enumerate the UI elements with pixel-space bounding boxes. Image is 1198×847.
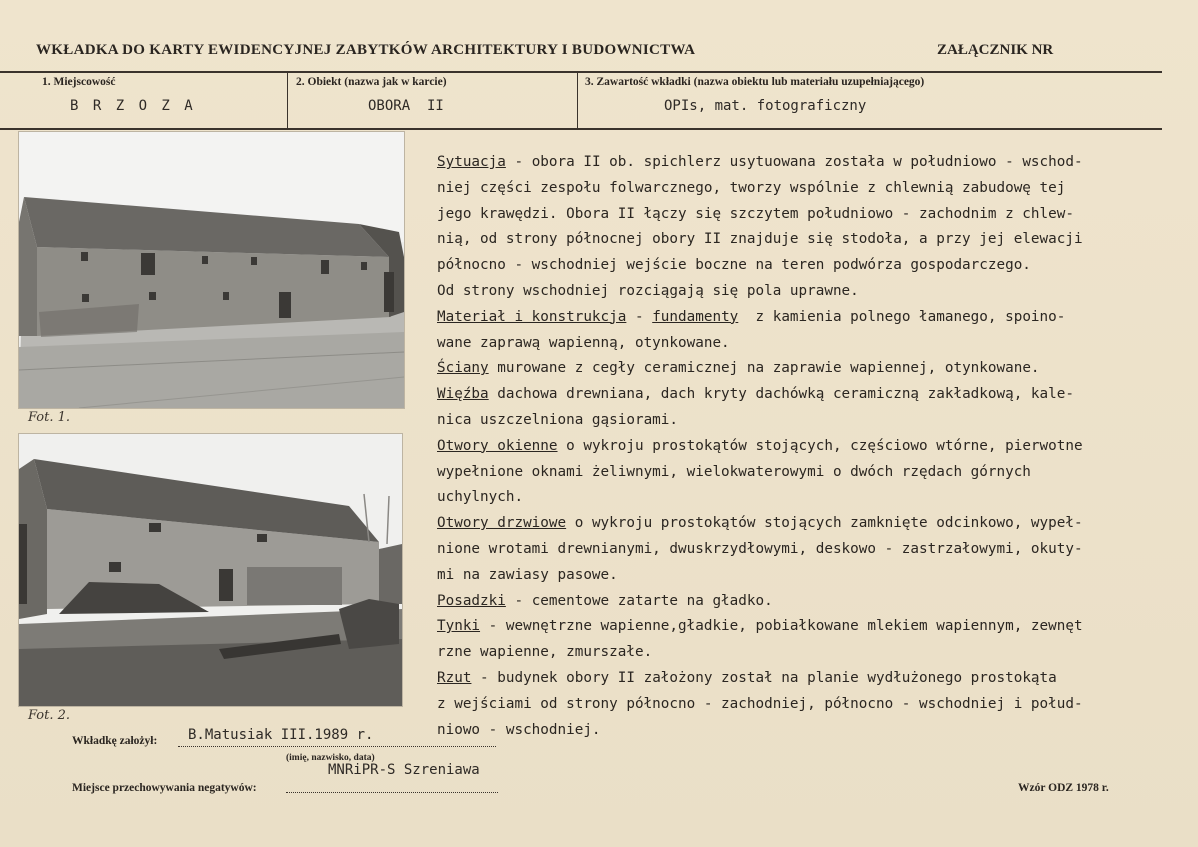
description-line: Więźba dachowa drewniana, dach kryty dachówką ceramiczną zakładkową, kale- [437,386,1074,403]
description-line: Rzut - budynek obory II założony został na planie wydłużonego prostokąta [437,669,1057,686]
photo-2 [18,433,403,707]
section-heading: Rzut [437,669,472,686]
description-line: niowo - wschodniej. [437,721,601,738]
storage-value: MNRiPR-S Szreniawa [328,762,480,778]
section-heading: Więźba [437,386,489,403]
section-heading: Ściany [437,360,489,377]
section-heading: Materiał i konstrukcja [437,308,627,325]
description-line: Tynki - wewnętrzne wapienne,gładkie, pobiałkowane mlekiem wapiennym, zewnęt [437,618,1083,635]
field-value-object: OBORA II [368,98,444,114]
field-divider [577,72,578,128]
description-line: nią, od strony północnej obory II znajduje się stodoła, a przy jej elewacji [437,231,1083,248]
description-line: Od strony wschodniej rozciągają się pola uprawne. [437,282,859,299]
header-rule [0,71,1162,73]
annex-number: ZAŁĄCZNIK NR [937,42,1054,58]
field-value-location: B R Z O Z A [70,98,196,114]
photo-2-caption: Fot. 2. [28,708,71,723]
section-heading: Sytuacja [437,154,506,170]
barn-photo-1 [19,132,404,408]
section-heading: Otwory okienne [437,437,558,454]
field-label-location: 1. Miejscowość [42,76,116,88]
description-line: nione wrotami drewnianymi, dwuskrzydłowymi, deskowo - zastrzałowymi, okuty- [437,540,1083,557]
description-line: mi na zawiasy pasowe. [437,566,618,583]
description-line: wane zaprawą wapienną, otynkowane. [437,334,730,351]
field-value-content: OPIs, mat. fotograficzny [664,98,867,114]
field-divider [287,72,288,128]
created-by-value: B.Matusiak III.1989 r. [188,727,374,743]
fields-rule [0,128,1162,130]
section-heading: Posadzki [437,592,506,609]
description-line: Materiał i konstrukcja - fundamenty z kamienia polnego łamanego, spoino- [437,308,1066,325]
storage-line [286,792,498,793]
description-line: jego krawędzi. Obora II łączy się szczytem południowo - zachodnim z chlew- [437,205,1074,222]
photo-1 [18,131,405,409]
created-by-label: Wkładkę założył: [72,735,158,747]
created-by-line [178,746,496,747]
description [437,150,1187,743]
description-line: wypełnione oknami żeliwnymi, wielokwaterowymi o dwóch rzędach górnych [437,463,1031,480]
description-line: północno - wschodniej wejście boczne na teren podwórza gospodarczego. [437,257,1031,274]
description-line: niej części zespołu folwarcznego, tworzy wspólnie z chlewnią zabudowę tej [437,179,1066,196]
form-title: WKŁADKA DO KARTY EWIDENCYJNEJ ZABYTKÓW ARCHITEKTURY I BUDOWNICTWA [36,42,696,58]
description-line: Otwory drzwiowe o wykroju prostokątów stojących zamknięte odcinkowo, wypeł- [437,515,1083,532]
description-line: Otwory okienne o wykroju prostokątów stojących, częściowo wtórne, pierwotne [437,437,1083,454]
description-line: Posadzki - cementowe zatarte na gładko. [437,592,773,609]
description-line: Ściany murowane z cegły ceramicznej na zaprawie wapiennej, otynkowane. [437,360,1040,377]
description-line: uchylnych. [437,489,524,506]
field-label-object: 2. Obiekt (nazwa jak w karcie) [296,76,447,88]
field-label-content: 3. Zawartość wkładki (nazwa obiektu lub materiału uzupełniającego) [585,76,925,88]
section-heading: Otwory drzwiowe [437,515,567,532]
storage-label: Miejsce przechowywania negatywów: [72,782,257,794]
form-template: Wzór ODZ 1978 r. [1018,782,1109,794]
barn-photo-2 [19,434,402,706]
created-by-hint: (imię, nazwisko, data) [286,753,375,763]
description-line: nica uszczelniona gąsiorami. [437,411,679,428]
description-line: rzne wapienne, zmurszałe. [437,644,653,661]
section-heading: fundamenty [652,308,739,325]
description-line: Sytuacja - obora II ob. spichlerz usytuowana została w południowo - wschod- [437,154,1083,170]
section-heading: Tynki [437,618,481,635]
photo-1-caption: Fot. 1. [28,410,71,425]
description-line: z wejściami od strony północno - zachodniej, północno - wschodniej i połud- [437,695,1083,712]
